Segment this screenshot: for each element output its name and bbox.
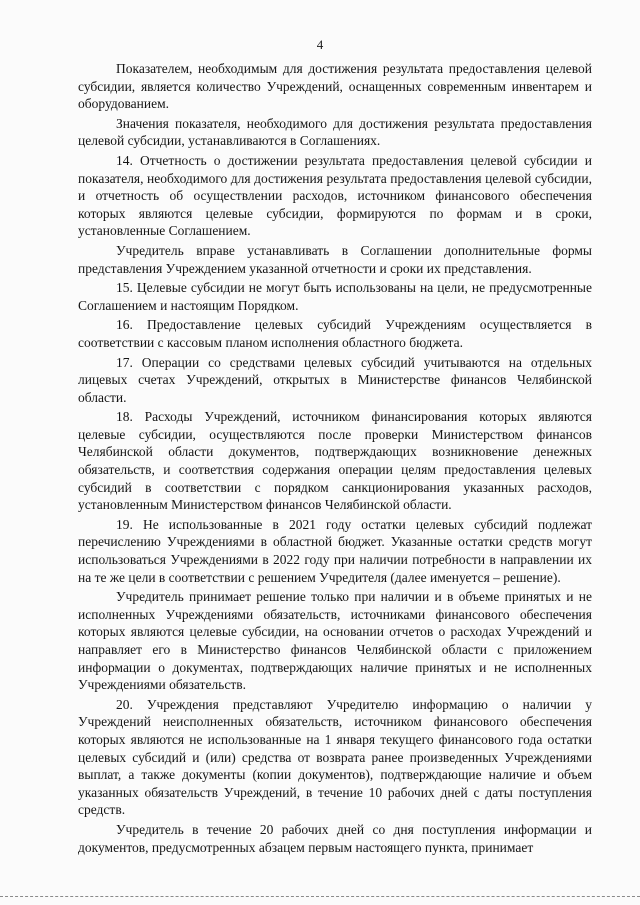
paragraph-11: 20. Учреждения представляют Учредителю информацию о наличии у Учреждений неисполненных обязательств, источником финансового обеспечения которых являются не использованные на 1 января текущего финансового года остатки целевых субсидий и (или) средства от возврата ранее произведенных Учреждениями выплат, а также документы (копии документов), подтверждающие наличие и объем указанных обязательств Учреждений, в течение 10 рабочих дней с даты поступления средств. (78, 696, 592, 818)
paragraph-1: Показателем, необходимым для достижения результата предоставления целевой субсидии, является количество Учреждений, оснащенных современным инвентарем и оборудованием. (78, 61, 592, 112)
paragraph-2: Значения показателя, необходимого для достижения результата предоставления целевой субсидии, устанавливаются в Соглашениях. (78, 115, 592, 149)
paragraph-12: Учредитель в течение 20 рабочих дней со дня поступления информации и документов, предусмотренных абзацем первым настоящего пункта, принимает (78, 821, 592, 855)
paragraph-5: 15. Целевые субсидии не могут быть использованы на цели, не предусмотренные Соглашением и настоящим Порядком. (78, 280, 592, 313)
paragraph-3: 14. Отчетность о достижении результата предоставления целевой субсидии и показателя, необходимого для достижения результата предоставления целевой субсидии, и отчетность об осуществлении расходов, источником финансового обеспечения которых являются целевые субсидии, формируются по формам и в сроки, установленные Соглашением. (78, 152, 592, 239)
page-number: 4 (316, 37, 324, 52)
paragraph-8: 18. Расходы Учреждений, источником финансирования которых являются целевые субсидии, осуществляются после проверки Министерством финансов Челябинской области документов, подтверждающих возникновение денежных обязательств, и соответствия содержания операции целям предоставления целевых субсидий в соответствии с порядком санкционирования указанных расходов, установленным Министерством финансов Челябинской области. (78, 409, 592, 513)
paragraph-10: Учредитель принимает решение только при наличии и в объеме принятых и не исполненных Учреждениями обязательств, источниками финансового обеспечения которых являются целевые субсидии, на основании отчетов о расходах Учреждений и направляет его в Министерство финансов Челябинской области с приложением информации о документах, подтверждающих наличие принятых и не исполненных Учреждениями обязательств. (78, 589, 592, 693)
page-bottom-rule (0, 896, 640, 897)
paragraph-7: 17. Операции со средствами целевых субсидий учитываются на отдельных лицевых счетах Учреждений, открытых в Министерстве финансов Челябинской области. (78, 354, 592, 405)
document-body (78, 60, 592, 858)
paragraph-9: 19. Не использованные в 2021 году остатки целевых субсидий подлежат перечислению Учреждениями в областной бюджет. Указанные остатки средств могут использоваться Учреждениями в 2022 году при наличии потребности в направлении их на те же цели в соответствии с решением Учредителя (далее именуется – решение). (78, 516, 592, 585)
paragraph-6: 16. Предоставление целевых субсидий Учреждениям осуществляется в соответствии с кассовым планом исполнения областного бюджета. (78, 317, 592, 350)
paragraph-4: Учредитель вправе устанавливать в Соглашении дополнительные формы представления Учреждением указанной отчетности и сроки их представления. (78, 242, 592, 276)
